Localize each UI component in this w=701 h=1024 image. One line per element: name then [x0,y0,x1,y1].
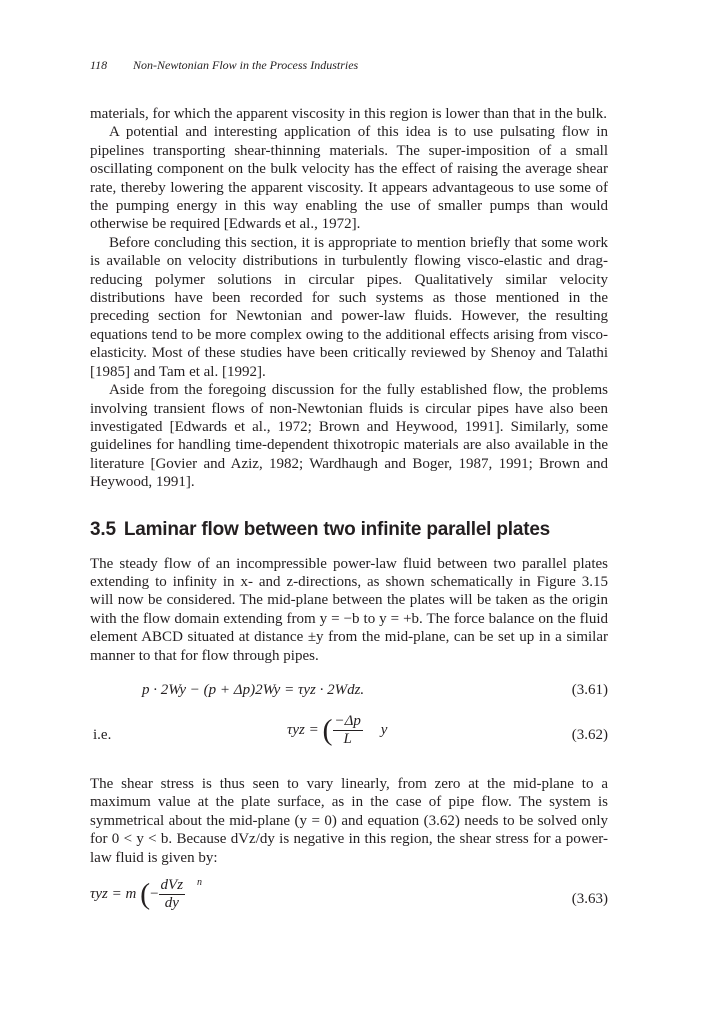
equation-3-63-open-paren: ( [140,877,151,911]
equation-3-63-denominator: dy [159,894,186,912]
paragraph-6: The shear stress is thus seen to vary linearly, from zero at the mid-plane to a maximum value at the plate surface, as in the case of pipe flow. The system is symmetrical about the mid-plane (y = 0) and equation (3.62) needs to be solved only for 0 < y < b. Because dVz/dy is negative in this region, the shear stress for a power-law fluid is given by: [90,775,608,866]
equation-3-61-number: (3.61) [571,681,608,698]
page [90,58,608,929]
page-number: 118 [90,58,108,72]
equation-3-63-minus: − [150,886,159,902]
equation-3-63-number: (3.63) [571,891,608,907]
running-title: Non-Newtonian Flow in the Process Industries [133,58,359,72]
equation-3-61-body: p · 2Wy − (p + Δp)2Wy = τyz · 2Wdz. [142,681,365,698]
equation-3-62-lead: i.e. [93,726,112,743]
equation-3-63-exponent: n [197,877,203,888]
equation-3-62 [90,709,608,761]
equation-3-62-numerator: −Δp [334,712,361,729]
section-number: 3.5 [90,518,116,540]
equation-3-61 [90,677,608,705]
equation-3-62-number: (3.62) [571,726,608,743]
equation-3-63-numerator: dVz [160,877,184,894]
paragraph-4: Aside from the foregoing discussion for the fully established flow, the problems involving transient flows of non-Newtonian fluids is circular pipes have also been investigated [Edwards et al., 1972; Brown and Heywood, 1991]. Similarly, some guidelines for handling time-dependent thixotropic materials are also available in the literature [Govier and Aziz, 1982; Wardhaugh and Boger, 1987, 1991; Brown and Heywood, 1991]. [90,382,608,491]
equation-3-63-fraction [159,877,186,912]
equation-3-62-lhs: τyz = [287,721,319,738]
paragraph-5: The steady flow of an incompressible power-law fluid between two parallel plates extending to infinity in x- and z-directions, as shown schematically in Figure 3.15 will now be considered. The mid-plane between the plates will be taken as the origin with the flow domain extending from y = −b to y = +b. The force balance on the fluid element ABCD situated at distance ±y from the mid-plane, can be set up in a similar manner to that for flow through pipes. [90,555,608,664]
paragraph-3: Before concluding this section, it is appropriate to mention briefly that some work is available on velocity distributions in turbulently flowing visco-elastic and drag-reducing polymer solutions in circular pipes. Qualitatively similar velocity distributions have been recorded for such systems as those mentioned in the preceding section for Newtonian and power-law fluids. However, the resulting equations tend to be more complex owing to the additional effects arising from visco-elasticity. Most of these studies have been critically reviewed by Shenoy and Talathi [1985] and Tam et al. [1992]. [90,234,608,380]
equation-3-62-denominator: L [333,730,363,748]
equation-3-63 [90,873,608,929]
section-title: Laminar flow between two infinite parallel plates [123,518,551,540]
running-head [90,58,608,78]
equation-3-63-lhs: τyz = m [90,886,137,902]
paragraph-2: A potential and interesting application of this idea is to use pulsating flow in pipelines transporting shear-thinning materials. The super-imposition of a small oscillating component on the bulk velocity has the effect of raising the average shear rate, thereby lowering the apparent viscosity. It appears advantageous to use some of the pumping energy in this way enabling the use of smaller pumps than would otherwise be required [Edwards et al., 1972]. [90,124,608,233]
equation-3-62-tail: y [380,721,388,738]
paragraph-1: materials, for which the apparent viscosity in this region is lower than that in the bulk. [90,106,607,122]
equation-3-62-open-paren: ( [322,713,333,747]
section-heading [90,519,608,541]
equation-3-62-fraction [333,713,363,748]
